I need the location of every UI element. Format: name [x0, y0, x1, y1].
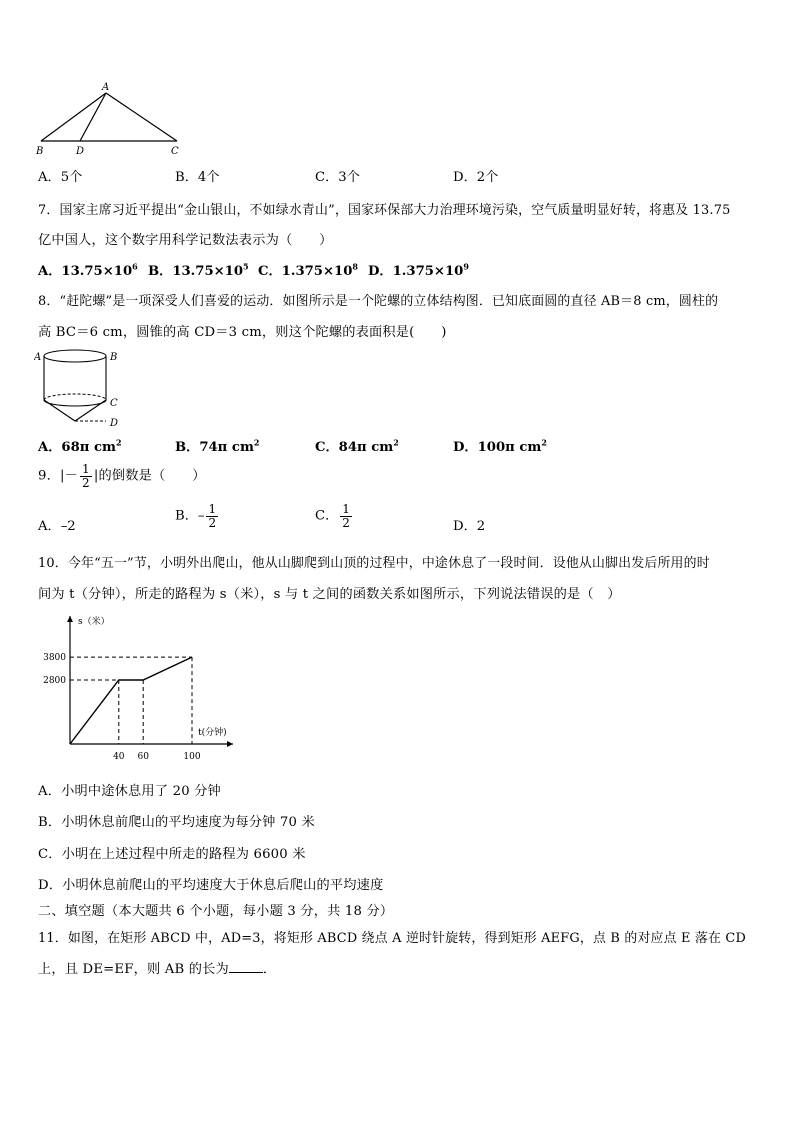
- q11-stem-line1: 11．如图，在矩形 ABCD 中，AD=3，将矩形 ABCD 绕点 A 逆时针旋转，得到矩形 AEFG，点 B 的对应点 E 落在 CD: [38, 931, 746, 946]
- point-d-label: D: [110, 418, 119, 429]
- q7-option-b: B．$13.75\times 10^5$: [148, 261, 249, 279]
- q7-option-c: C．$1.375\times 10^8$: [258, 261, 358, 279]
- q10-stem-line2: 间为 t（分钟），所走的路程为 s（米），s 与 t 之间的函数关系如图所示，下列说法错误的是（ ）: [38, 587, 621, 602]
- y-axis-arrow: [67, 616, 73, 622]
- x-tick-label: 60: [137, 752, 149, 762]
- q7-option-d: D．$1.375\times 10^9$: [368, 261, 469, 279]
- q10-option-a: A．小明中途休息用了 20 分钟: [38, 784, 221, 799]
- point-c-label: C: [171, 146, 179, 157]
- y-tick-label: 2800: [43, 676, 66, 686]
- q8-option-d: D．100π $cm^2$: [453, 437, 547, 455]
- q10-option-c: C．小明在上述过程中所走的路程为 6600 米: [38, 847, 306, 862]
- q9-option-c: C． $\frac{1}{2}$: [315, 502, 350, 530]
- x-axis-label: t(分钟): [198, 728, 227, 738]
- point-a-label: A: [102, 82, 110, 93]
- y-tick-label: 3800: [43, 653, 66, 664]
- point-b-label: B: [36, 146, 44, 157]
- q10-option-d: D．小明休息前爬山的平均速度大于休息后爬山的平均速度: [38, 878, 384, 893]
- section-heading: 二、填空题（本大题共 6 个小题，每小题 3 分，共 18 分）: [38, 904, 394, 919]
- q10-stem-line1: 10．今年“五一”节，小明外出爬山，他从山脚爬到山顶的过程中，中途休息了一段时间．设他从山脚出发后所用的时: [38, 556, 710, 571]
- q9-option-b: B．– $\frac{1}{2}$: [175, 502, 217, 530]
- q8-option-a: A．68π $cm^2$: [38, 437, 122, 455]
- q10-option-b: B．小明休息前爬山的平均速度为每分钟 70 米: [38, 815, 315, 830]
- q11-stem-line2: 上，且 DE=EF，则 AB 的长为 ．: [38, 962, 277, 977]
- q7-stem-line2: 亿中国人，这个数字用科学记数法表示为（ ）: [38, 233, 333, 248]
- point-d-label: D: [76, 146, 85, 157]
- q6-option-d: D．2个: [453, 170, 499, 185]
- x-axis-arrow: [227, 741, 233, 747]
- q9-option-a: A．–2: [38, 519, 76, 534]
- fraction-one-half: $\frac{1}{2}$: [82, 462, 90, 490]
- answer-blank[interactable]: [229, 971, 263, 973]
- series-line: [70, 657, 192, 744]
- q8-option-c: C．84π $cm^2$: [315, 437, 399, 455]
- point-a-label: A: [34, 352, 42, 363]
- q8-option-b: B．74π $cm^2$: [175, 437, 260, 455]
- q9-stem: 9．|－ $\frac{1}{2}$ |的倒数是（ ）: [38, 462, 206, 490]
- q7-stem-line1: 7．国家主席习近平提出“金山银山，不如绿水青山”，国家环保部大力治理环境污染，空气质量明显好转，将惠及 13.75: [38, 203, 731, 218]
- y-axis-label: s（米）: [78, 617, 110, 627]
- triangle-figure: [34, 80, 194, 160]
- spinning-top-figure: [34, 346, 134, 430]
- q6-option-b: B．4个: [175, 170, 220, 185]
- point-b-label: B: [110, 352, 118, 363]
- q7-option-a: A．$13.75\times 10^6$: [38, 261, 138, 279]
- x-tick-label: 40: [113, 752, 125, 762]
- distance-time-chart: [38, 610, 238, 768]
- q8-stem-line1: 8．“赶陀螺”是一项深受人们喜爱的运动．如图所示是一个陀螺的立体结构图．已知底面圆的直径 AB＝8 cm，圆柱的: [38, 294, 719, 309]
- q9-option-d: D．2: [453, 519, 486, 534]
- q8-stem-line2: 高 BC＝6 cm，圆锥的高 CD＝3 cm，则这个陀螺的表面积是( ): [38, 325, 447, 340]
- q6-option-a: A．5个: [38, 170, 83, 185]
- q6-option-c: C．3个: [315, 170, 360, 185]
- point-c-label: C: [110, 398, 118, 409]
- x-tick-label: 100: [183, 752, 201, 762]
